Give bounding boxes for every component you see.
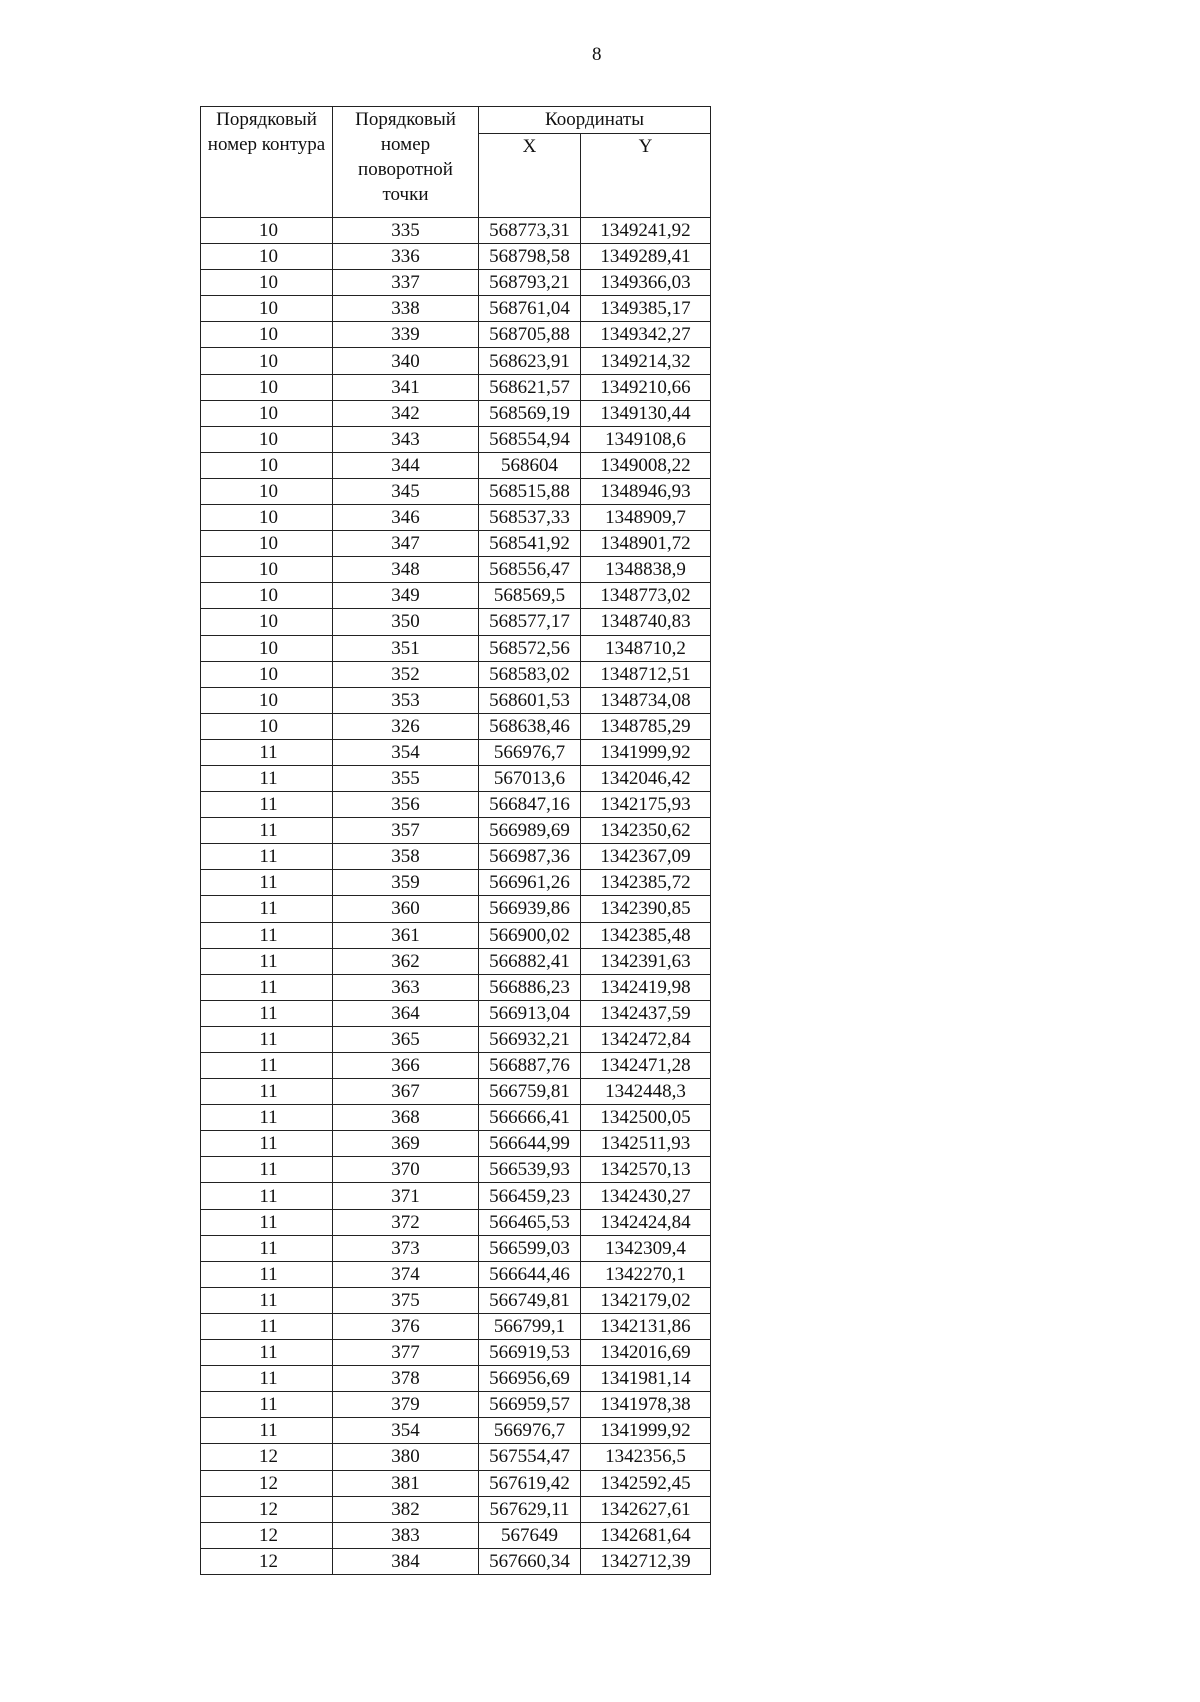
table-row (201, 531, 711, 557)
cell-y-coordinate: 1348838,9 (581, 557, 711, 583)
cell-point-number: 345 (333, 478, 479, 504)
cell-x-coordinate: 566886,23 (479, 974, 581, 1000)
table-row (201, 1287, 711, 1313)
cell-point-number: 358 (333, 844, 479, 870)
cell-contour-number: 11 (201, 1183, 333, 1209)
table-row (201, 505, 711, 531)
cell-x-coordinate: 568537,33 (479, 505, 581, 531)
cell-point-number: 338 (333, 296, 479, 322)
table-row (201, 1522, 711, 1548)
cell-y-coordinate: 1348901,72 (581, 531, 711, 557)
cell-y-coordinate: 1348710,2 (581, 635, 711, 661)
cell-contour-number: 10 (201, 244, 333, 270)
header-point-number: Порядковый номер поворотной точки (333, 107, 479, 218)
table-row (201, 374, 711, 400)
cell-y-coordinate: 1341999,92 (581, 1418, 711, 1444)
cell-x-coordinate: 568798,58 (479, 244, 581, 270)
cell-y-coordinate: 1342592,45 (581, 1470, 711, 1496)
cell-contour-number: 11 (201, 948, 333, 974)
cell-contour-number: 11 (201, 1209, 333, 1235)
cell-contour-number: 12 (201, 1522, 333, 1548)
cell-x-coordinate: 567619,42 (479, 1470, 581, 1496)
table-row (201, 1340, 711, 1366)
cell-point-number: 343 (333, 426, 479, 452)
cell-contour-number: 11 (201, 792, 333, 818)
cell-x-coordinate: 568554,94 (479, 426, 581, 452)
table-row (201, 1548, 711, 1574)
cell-contour-number: 11 (201, 1366, 333, 1392)
cell-point-number: 366 (333, 1053, 479, 1079)
cell-point-number: 342 (333, 400, 479, 426)
cell-contour-number: 10 (201, 296, 333, 322)
cell-contour-number: 11 (201, 739, 333, 765)
cell-contour-number: 11 (201, 1235, 333, 1261)
cell-contour-number: 10 (201, 661, 333, 687)
cell-contour-number: 10 (201, 713, 333, 739)
cell-y-coordinate: 1342367,09 (581, 844, 711, 870)
cell-x-coordinate: 566459,23 (479, 1183, 581, 1209)
table-row (201, 1261, 711, 1287)
table-row (201, 1183, 711, 1209)
cell-x-coordinate: 568572,56 (479, 635, 581, 661)
cell-contour-number: 11 (201, 1026, 333, 1052)
table-row (201, 296, 711, 322)
cell-y-coordinate: 1348740,83 (581, 609, 711, 635)
header-x: X (479, 134, 581, 218)
table-row (201, 896, 711, 922)
cell-y-coordinate: 1349366,03 (581, 270, 711, 296)
cell-x-coordinate: 568515,88 (479, 478, 581, 504)
table-row (201, 818, 711, 844)
table-row (201, 1079, 711, 1105)
cell-x-coordinate: 568761,04 (479, 296, 581, 322)
cell-point-number: 352 (333, 661, 479, 687)
cell-x-coordinate: 568569,19 (479, 400, 581, 426)
cell-y-coordinate: 1342570,13 (581, 1157, 711, 1183)
cell-x-coordinate: 566599,03 (479, 1235, 581, 1261)
cell-x-coordinate: 568773,31 (479, 218, 581, 244)
cell-point-number: 353 (333, 687, 479, 713)
cell-x-coordinate: 566644,46 (479, 1261, 581, 1287)
cell-y-coordinate: 1342681,64 (581, 1522, 711, 1548)
cell-point-number: 326 (333, 713, 479, 739)
cell-y-coordinate: 1349214,32 (581, 348, 711, 374)
cell-contour-number: 10 (201, 583, 333, 609)
cell-x-coordinate: 567013,6 (479, 765, 581, 791)
cell-contour-number: 11 (201, 765, 333, 791)
cell-x-coordinate: 566465,53 (479, 1209, 581, 1235)
cell-point-number: 382 (333, 1496, 479, 1522)
table-row (201, 765, 711, 791)
table-body (201, 218, 711, 1575)
cell-contour-number: 10 (201, 218, 333, 244)
cell-point-number: 336 (333, 244, 479, 270)
cell-y-coordinate: 1348734,08 (581, 687, 711, 713)
cell-y-coordinate: 1349108,6 (581, 426, 711, 452)
cell-x-coordinate: 566959,57 (479, 1392, 581, 1418)
cell-point-number: 368 (333, 1105, 479, 1131)
cell-contour-number: 10 (201, 322, 333, 348)
table-row (201, 1209, 711, 1235)
cell-point-number: 378 (333, 1366, 479, 1392)
table-row (201, 452, 711, 478)
cell-y-coordinate: 1348909,7 (581, 505, 711, 531)
table-row (201, 1026, 711, 1052)
cell-x-coordinate: 568583,02 (479, 661, 581, 687)
cell-y-coordinate: 1342500,05 (581, 1105, 711, 1131)
cell-x-coordinate: 566939,86 (479, 896, 581, 922)
cell-contour-number: 11 (201, 974, 333, 1000)
table-row (201, 1418, 711, 1444)
cell-point-number: 357 (333, 818, 479, 844)
cell-contour-number: 12 (201, 1470, 333, 1496)
cell-x-coordinate: 566932,21 (479, 1026, 581, 1052)
cell-y-coordinate: 1342350,62 (581, 818, 711, 844)
cell-contour-number: 11 (201, 1131, 333, 1157)
cell-x-coordinate: 568577,17 (479, 609, 581, 635)
page-number-text: 8 (592, 44, 602, 65)
cell-y-coordinate: 1349289,41 (581, 244, 711, 270)
cell-contour-number: 10 (201, 687, 333, 713)
cell-contour-number: 11 (201, 1157, 333, 1183)
table-row (201, 1105, 711, 1131)
cell-contour-number: 12 (201, 1548, 333, 1574)
table-row (201, 322, 711, 348)
cell-point-number: 367 (333, 1079, 479, 1105)
cell-point-number: 364 (333, 1000, 479, 1026)
cell-y-coordinate: 1342712,39 (581, 1548, 711, 1574)
cell-x-coordinate: 566759,81 (479, 1079, 581, 1105)
cell-contour-number: 12 (201, 1444, 333, 1470)
table-row (201, 244, 711, 270)
cell-y-coordinate: 1342437,59 (581, 1000, 711, 1026)
table-row (201, 948, 711, 974)
cell-contour-number: 10 (201, 557, 333, 583)
header-y: Y (581, 134, 711, 218)
table-row (201, 1470, 711, 1496)
cell-y-coordinate: 1342131,86 (581, 1313, 711, 1339)
cell-point-number: 347 (333, 531, 479, 557)
cell-contour-number: 11 (201, 1053, 333, 1079)
cell-x-coordinate: 568705,88 (479, 322, 581, 348)
cell-contour-number: 10 (201, 531, 333, 557)
cell-contour-number: 10 (201, 374, 333, 400)
cell-x-coordinate: 568638,46 (479, 713, 581, 739)
cell-y-coordinate: 1342016,69 (581, 1340, 711, 1366)
cell-x-coordinate: 566666,41 (479, 1105, 581, 1131)
cell-y-coordinate: 1342179,02 (581, 1287, 711, 1313)
cell-x-coordinate: 566976,7 (479, 739, 581, 765)
cell-contour-number: 11 (201, 1313, 333, 1339)
table-row (201, 270, 711, 296)
cell-point-number: 381 (333, 1470, 479, 1496)
cell-contour-number: 10 (201, 426, 333, 452)
cell-point-number: 379 (333, 1392, 479, 1418)
table-row (201, 844, 711, 870)
cell-x-coordinate: 566847,16 (479, 792, 581, 818)
cell-y-coordinate: 1341981,14 (581, 1366, 711, 1392)
table-row (201, 557, 711, 583)
cell-y-coordinate: 1341999,92 (581, 739, 711, 765)
cell-point-number: 375 (333, 1287, 479, 1313)
header-coordinates: Координаты (479, 107, 711, 134)
table-row (201, 687, 711, 713)
cell-point-number: 351 (333, 635, 479, 661)
cell-y-coordinate: 1348712,51 (581, 661, 711, 687)
cell-point-number: 363 (333, 974, 479, 1000)
cell-contour-number: 10 (201, 452, 333, 478)
cell-x-coordinate: 568621,57 (479, 374, 581, 400)
cell-x-coordinate: 567660,34 (479, 1548, 581, 1574)
cell-x-coordinate: 566539,93 (479, 1157, 581, 1183)
table-row (201, 1000, 711, 1026)
cell-point-number: 350 (333, 609, 479, 635)
cell-point-number: 361 (333, 922, 479, 948)
cell-x-coordinate: 566882,41 (479, 948, 581, 974)
cell-x-coordinate: 566976,7 (479, 1418, 581, 1444)
cell-x-coordinate: 566644,99 (479, 1131, 581, 1157)
cell-y-coordinate: 1342385,72 (581, 870, 711, 896)
cell-x-coordinate: 566989,69 (479, 818, 581, 844)
cell-point-number: 341 (333, 374, 479, 400)
cell-x-coordinate: 566987,36 (479, 844, 581, 870)
cell-y-coordinate: 1342430,27 (581, 1183, 711, 1209)
cell-point-number: 346 (333, 505, 479, 531)
cell-y-coordinate: 1349385,17 (581, 296, 711, 322)
cell-y-coordinate: 1349342,27 (581, 322, 711, 348)
cell-x-coordinate: 568569,5 (479, 583, 581, 609)
cell-point-number: 374 (333, 1261, 479, 1287)
cell-y-coordinate: 1342627,61 (581, 1496, 711, 1522)
table-header (201, 107, 711, 218)
cell-x-coordinate: 568623,91 (479, 348, 581, 374)
table-row (201, 974, 711, 1000)
header-row-top (201, 107, 711, 134)
cell-contour-number: 11 (201, 1105, 333, 1131)
cell-point-number: 384 (333, 1548, 479, 1574)
cell-point-number: 339 (333, 322, 479, 348)
cell-contour-number: 11 (201, 1340, 333, 1366)
table-row (201, 1131, 711, 1157)
cell-contour-number: 11 (201, 1079, 333, 1105)
table-row (201, 1444, 711, 1470)
cell-y-coordinate: 1342419,98 (581, 974, 711, 1000)
cell-contour-number: 11 (201, 1392, 333, 1418)
cell-contour-number: 10 (201, 635, 333, 661)
cell-y-coordinate: 1349241,92 (581, 218, 711, 244)
cell-x-coordinate: 566956,69 (479, 1366, 581, 1392)
cell-point-number: 360 (333, 896, 479, 922)
table-row (201, 1235, 711, 1261)
table-row (201, 1496, 711, 1522)
cell-point-number: 349 (333, 583, 479, 609)
cell-y-coordinate: 1342448,3 (581, 1079, 711, 1105)
cell-point-number: 337 (333, 270, 479, 296)
cell-point-number: 362 (333, 948, 479, 974)
cell-point-number: 370 (333, 1157, 479, 1183)
table-row (201, 426, 711, 452)
cell-y-coordinate: 1342471,28 (581, 1053, 711, 1079)
cell-x-coordinate: 567649 (479, 1522, 581, 1548)
cell-point-number: 355 (333, 765, 479, 791)
cell-y-coordinate: 1349008,22 (581, 452, 711, 478)
cell-point-number: 371 (333, 1183, 479, 1209)
table-row (201, 792, 711, 818)
cell-x-coordinate: 568556,47 (479, 557, 581, 583)
cell-contour-number: 10 (201, 505, 333, 531)
cell-contour-number: 11 (201, 818, 333, 844)
cell-x-coordinate: 566900,02 (479, 922, 581, 948)
cell-contour-number: 10 (201, 478, 333, 504)
cell-y-coordinate: 1342511,93 (581, 1131, 711, 1157)
cell-y-coordinate: 1342356,5 (581, 1444, 711, 1470)
table-row (201, 1157, 711, 1183)
cell-point-number: 348 (333, 557, 479, 583)
cell-contour-number: 11 (201, 870, 333, 896)
cell-contour-number: 10 (201, 609, 333, 635)
cell-x-coordinate: 566919,53 (479, 1340, 581, 1366)
cell-point-number: 340 (333, 348, 479, 374)
cell-x-coordinate: 567629,11 (479, 1496, 581, 1522)
cell-point-number: 354 (333, 739, 479, 765)
table-row (201, 1392, 711, 1418)
cell-point-number: 376 (333, 1313, 479, 1339)
table-row (201, 609, 711, 635)
cell-x-coordinate: 566749,81 (479, 1287, 581, 1313)
cell-point-number: 365 (333, 1026, 479, 1052)
table-row (201, 661, 711, 687)
cell-contour-number: 10 (201, 348, 333, 374)
cell-y-coordinate: 1342046,42 (581, 765, 711, 791)
cell-point-number: 354 (333, 1418, 479, 1444)
cell-contour-number: 11 (201, 1287, 333, 1313)
cell-y-coordinate: 1342424,84 (581, 1209, 711, 1235)
table-row (201, 1053, 711, 1079)
coordinates-table (200, 106, 711, 1575)
cell-y-coordinate: 1342175,93 (581, 792, 711, 818)
cell-x-coordinate: 568601,53 (479, 687, 581, 713)
cell-y-coordinate: 1349210,66 (581, 374, 711, 400)
table-row (201, 218, 711, 244)
table-row (201, 400, 711, 426)
table-row (201, 1366, 711, 1392)
cell-x-coordinate: 568604 (479, 452, 581, 478)
cell-contour-number: 10 (201, 270, 333, 296)
table-row (201, 583, 711, 609)
table-row (201, 870, 711, 896)
cell-point-number: 377 (333, 1340, 479, 1366)
table-row (201, 713, 711, 739)
cell-y-coordinate: 1342472,84 (581, 1026, 711, 1052)
cell-point-number: 372 (333, 1209, 479, 1235)
cell-contour-number: 11 (201, 1418, 333, 1444)
cell-point-number: 383 (333, 1522, 479, 1548)
cell-contour-number: 11 (201, 1000, 333, 1026)
cell-y-coordinate: 1348773,02 (581, 583, 711, 609)
cell-contour-number: 11 (201, 922, 333, 948)
cell-y-coordinate: 1342270,1 (581, 1261, 711, 1287)
cell-y-coordinate: 1341978,38 (581, 1392, 711, 1418)
cell-point-number: 344 (333, 452, 479, 478)
cell-y-coordinate: 1342391,63 (581, 948, 711, 974)
cell-point-number: 359 (333, 870, 479, 896)
table-row (201, 348, 711, 374)
cell-x-coordinate: 566961,26 (479, 870, 581, 896)
cell-point-number: 335 (333, 218, 479, 244)
cell-y-coordinate: 1342309,4 (581, 1235, 711, 1261)
cell-y-coordinate: 1342390,85 (581, 896, 711, 922)
cell-x-coordinate: 568541,92 (479, 531, 581, 557)
cell-x-coordinate: 566799,1 (479, 1313, 581, 1339)
table-row (201, 922, 711, 948)
cell-y-coordinate: 1348785,29 (581, 713, 711, 739)
cell-x-coordinate: 566913,04 (479, 1000, 581, 1026)
header-contour-number: Порядковый номер контура (201, 107, 333, 218)
cell-x-coordinate: 567554,47 (479, 1444, 581, 1470)
cell-y-coordinate: 1349130,44 (581, 400, 711, 426)
cell-point-number: 356 (333, 792, 479, 818)
table-row (201, 1313, 711, 1339)
cell-contour-number: 11 (201, 1261, 333, 1287)
cell-contour-number: 12 (201, 1496, 333, 1522)
cell-contour-number: 11 (201, 844, 333, 870)
cell-point-number: 380 (333, 1444, 479, 1470)
cell-contour-number: 10 (201, 400, 333, 426)
table-row (201, 739, 711, 765)
cell-point-number: 369 (333, 1131, 479, 1157)
table-row (201, 635, 711, 661)
cell-y-coordinate: 1342385,48 (581, 922, 711, 948)
cell-y-coordinate: 1348946,93 (581, 478, 711, 504)
cell-x-coordinate: 568793,21 (479, 270, 581, 296)
cell-x-coordinate: 566887,76 (479, 1053, 581, 1079)
cell-contour-number: 11 (201, 896, 333, 922)
table-row (201, 478, 711, 504)
cell-point-number: 373 (333, 1235, 479, 1261)
